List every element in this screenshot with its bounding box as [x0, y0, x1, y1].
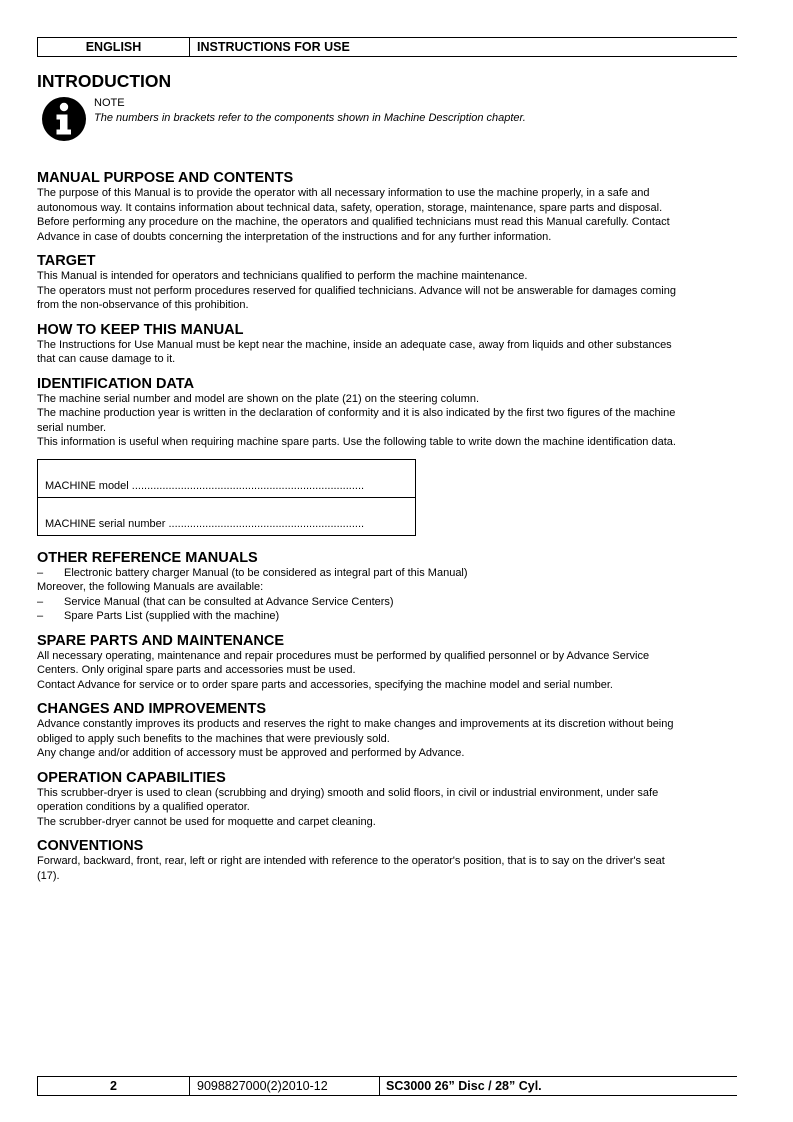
section-title: CHANGES AND IMPROVEMENTS — [37, 701, 267, 717]
paragraph-line: Moreover, the following Manuals are available: — [37, 581, 264, 593]
section-title: OTHER REFERENCE MANUALS — [37, 549, 258, 566]
page-content — [37, 70, 742, 892]
section-title: SPARE PARTS AND MAINTENANCE — [37, 632, 285, 649]
list-item-text: Service Manual (that can be consulted at Advance Service Centers) — [64, 595, 394, 608]
table-row-model — [38, 460, 415, 497]
machine-model-title: SC3000 26” Disc / 28” Cyl. — [386, 1079, 542, 1093]
identification-table — [37, 459, 416, 536]
dash-bullet: – — [37, 595, 44, 608]
machine-serial-field: MACHINE serial number ................................................................ — [45, 517, 365, 530]
header-title: INSTRUCTIONS FOR USE — [197, 40, 350, 54]
paragraph-line: obliged to apply such benefits to the machines that were previously sold. — [37, 732, 390, 745]
section-title: OPERATION CAPABILITIES — [37, 769, 226, 786]
paragraph-line: This Manual is intended for operators and technicians qualified to perform the machine maintenance. — [37, 270, 528, 282]
paragraph-line: Advance constantly improves its products and reserves the right to make changes and improvements at its discretion without being — [37, 718, 674, 730]
paragraph-line: The purpose of this Manual is to provide the operator with all necessary information to use the machine properly, in a safe and — [37, 187, 650, 199]
dash-bullet: – — [37, 610, 44, 622]
machine-model-field: MACHINE model ............................................................................ — [45, 479, 365, 492]
list-item — [37, 609, 742, 624]
paragraph-line: This information is useful when requiring machine spare parts. Use the following table to write down the machine identification data. — [37, 436, 676, 448]
section-changes — [37, 701, 742, 761]
section-manual-purpose — [37, 170, 742, 244]
section-spare-parts — [37, 633, 742, 693]
section-keep-manual — [37, 322, 742, 367]
section-identification — [37, 376, 742, 536]
paragraph-line: autonomous way. It contains information about technical data, safety, operation, storage, maintenance, spare parts and disposal. — [37, 201, 663, 214]
paragraph-line: Forward, backward, front, rear, left or right are intended with reference to the operator's position, that is to say on the driver's seat — [37, 855, 665, 867]
paragraph-line: operation conditions by a qualified operator. — [37, 801, 250, 813]
note-label: NOTE — [94, 97, 125, 109]
section-title: HOW TO KEEP THIS MANUAL — [37, 321, 244, 338]
page-number: 2 — [38, 1077, 190, 1095]
paragraph-line: The machine serial number and model are shown on the plate (21) on the steering column. — [37, 392, 480, 405]
paragraph-line: The machine production year is written in the declaration of conformity and it is also indicated by the first two figures of the machine — [37, 407, 676, 419]
paragraph-line: serial number. — [37, 421, 107, 434]
list-item — [37, 595, 742, 610]
paragraph-line: (17). — [37, 869, 60, 882]
section-title: TARGET — [37, 253, 96, 269]
paragraph-line: Contact Advance for service or to order spare parts and accessories, specifying the machine model and serial number. — [37, 678, 613, 691]
list-item-text: Electronic battery charger Manual (to be considered as integral part of this Manual) — [64, 566, 468, 579]
paragraph-line: The Instructions for Use Manual must be kept near the machine, inside an adequate case, away from liquids and other substances — [37, 338, 672, 351]
note-text: The numbers in brackets refer to the components shown in Machine Description chapter. — [94, 112, 526, 124]
list-item-text: Spare Parts List (supplied with the machine) — [64, 610, 280, 622]
header-language: ENGLISH — [38, 38, 190, 56]
section-conventions — [37, 838, 742, 883]
section-target — [37, 253, 742, 313]
section-title: MANUAL PURPOSE AND CONTENTS — [37, 170, 294, 186]
page-header — [37, 37, 737, 57]
paragraph-line: The scrubber-dryer cannot be used for moquette and carpet cleaning. — [37, 815, 376, 828]
dash-bullet: – — [37, 566, 44, 579]
introduction-title: INTRODUCTION — [37, 71, 172, 91]
paragraph-line: All necessary operating, maintenance and repair procedures must be performed by qualified personnel or by Advance Service — [37, 649, 650, 662]
section-other-manuals — [37, 550, 742, 624]
paragraph-line: This scrubber-dryer is used to clean (scrubbing and drying) smooth and solid floors, in civil or industrial environment, under safe — [37, 786, 659, 799]
note-block — [37, 96, 742, 146]
document-code: 9098827000(2)2010-12 — [197, 1077, 380, 1095]
paragraph-line: from the non-observance of this prohibition. — [37, 299, 249, 311]
table-row-serial — [38, 497, 415, 535]
paragraph-line: Centers. Only original spare parts and accessories must be used. — [37, 664, 356, 676]
info-icon — [41, 96, 87, 142]
paragraph-line: Before performing any procedure on the machine, the operators and qualified technicians must read this Manual carefully. Contact — [37, 216, 670, 228]
page-footer — [37, 1076, 737, 1096]
list-item — [37, 566, 742, 581]
paragraph-line: that can cause damage to it. — [37, 353, 176, 365]
section-title: IDENTIFICATION DATA — [37, 375, 195, 392]
paragraph-line: Advance in case of doubts concerning the interpretation of the instructions and for any further information. — [37, 230, 552, 243]
paragraph-line: The operators must not perform procedures reserved for qualified technicians. Advance will not be answerable for damages coming — [37, 284, 676, 297]
section-operation — [37, 770, 742, 830]
section-title: CONVENTIONS — [37, 838, 144, 854]
paragraph-line: Any change and/or addition of accessory must be approved and performed by Advance. — [37, 747, 465, 759]
